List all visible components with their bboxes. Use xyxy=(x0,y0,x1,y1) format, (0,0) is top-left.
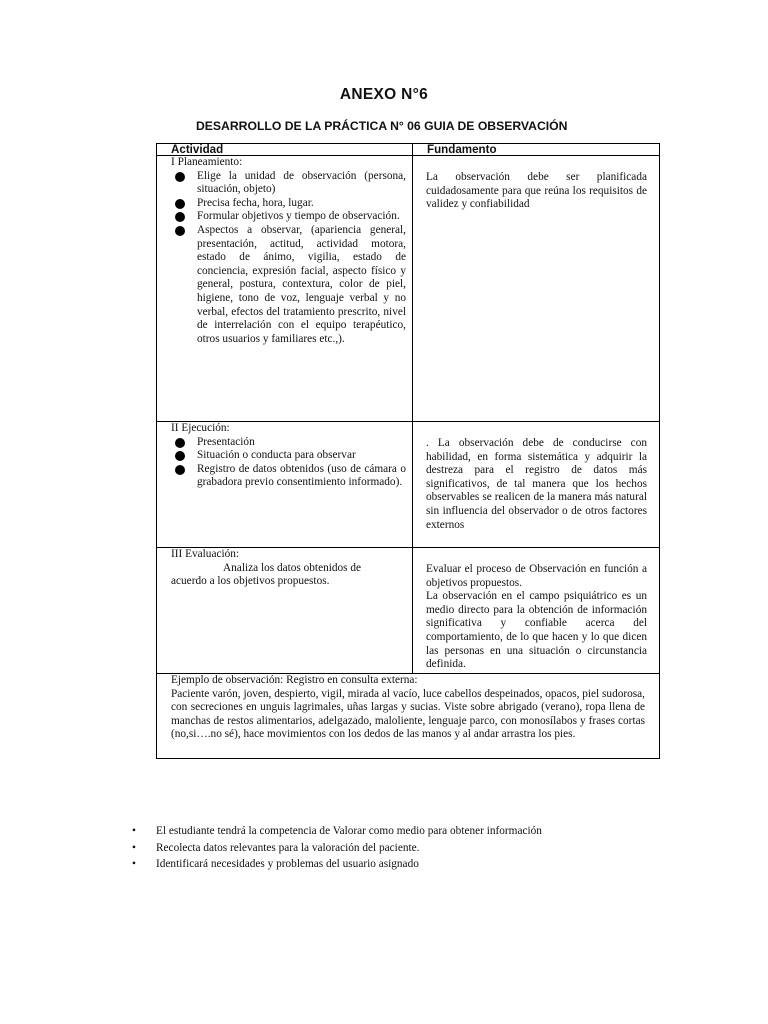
cell-evaluacion-fundamento xyxy=(413,548,660,674)
list-item: Formular objetivos y tiempo de observación. xyxy=(197,210,406,224)
evaluacion-actividad-line-1: Analiza los datos obtenidos de xyxy=(223,561,362,574)
ejemplo-title: Ejemplo de observación: Registro en consulta externa: xyxy=(171,674,418,686)
fundamento-evaluacion-1: Evaluar el proceso de Observación en función a objetivos propuestos. xyxy=(426,563,647,589)
ejemplo-text: Paciente varón, joven, despierto, vigil, mirada al vacío, luce cabellos despeinados, opacos, piel sudorosa, con secreciones en unguis lagrimales, uñas largas y sucias. Viste sobre abrigado (verano), ropa llena de manchas de restos alimentarios, adelgazado, maloliente, lenguaje parco, con monosílabos y frases cortas (no,si….no sé), hace movimientos con los dedos de las manos y al andar arrastra los pies. xyxy=(171,687,646,741)
header-fundamento: Fundamento xyxy=(413,144,660,156)
cell-planeamiento-actividad xyxy=(157,156,413,422)
table-row-planeamiento xyxy=(157,156,660,422)
list-item: Registro de datos obtenidos (uso de cámara o grabadora previo consentimiento informado). xyxy=(197,462,406,489)
cell-evaluacion-actividad xyxy=(157,548,413,674)
competencias-list xyxy=(132,823,542,873)
table-row-ejecucion xyxy=(157,422,660,548)
cell-ejemplo xyxy=(157,674,660,759)
cell-ejecucion-actividad xyxy=(157,422,413,548)
section-title-ejecucion: II Ejecución: xyxy=(171,422,230,434)
section-title-planeamiento: I Planeamiento: xyxy=(171,156,243,168)
list-item: • Identificará necesidades y problemas del usuario asignado xyxy=(132,856,542,873)
list-item: Precisa fecha, hora, lugar. xyxy=(197,197,406,211)
document-subtitle: DESARROLLO DE LA PRÁCTICA N° 06 GUIA DE OBSERVACIÓN xyxy=(196,119,568,133)
document-title: ANEXO N°6 xyxy=(339,86,429,103)
table-header-row xyxy=(157,144,660,156)
observation-table xyxy=(156,143,660,759)
list-item: Aspectos a observar, (apariencia general, presentación, actitud, actividad motora, estado de ánimo, vigilia, estado de conciencia, expresión facial, aspecto físico y general, postura, contextura, color de piel, higiene, tono de voz, lenguaje verbal y no verbal, efectos del tratamiento prescrito, nivel de interrelación con el equipo terapéutico, otros usuarios y familiares etc.,). xyxy=(197,223,406,345)
list-item: Presentación xyxy=(197,436,406,450)
table-row-ejemplo xyxy=(157,674,660,759)
section-title-evaluacion: III Evaluación: xyxy=(171,548,240,560)
list-item: Elige la unidad de observación (persona, situación, objeto) xyxy=(197,169,406,196)
cell-planeamiento-fundamento xyxy=(413,156,660,422)
planeamiento-list xyxy=(157,170,412,347)
evaluacion-actividad-text xyxy=(157,562,412,589)
evaluacion-actividad-line-2: acuerdo a los objetivos propuestos. xyxy=(171,575,330,588)
fundamento-planeamiento: La observación debe ser planificada cuidadosamente para que reúna los requisitos de validez y confiabilidad xyxy=(426,171,647,211)
cell-ejecucion-fundamento xyxy=(413,422,660,548)
ejecucion-list xyxy=(157,436,412,490)
list-item: • Recolecta datos relevantes para la valoración del paciente. xyxy=(132,840,542,857)
list-item: • El estudiante tendrá la competencia de Valorar como medio para obtener información xyxy=(132,823,542,840)
list-item: Situación o conducta para observar xyxy=(197,449,406,463)
header-actividad: Actividad xyxy=(157,144,413,156)
fundamento-ejecucion: . La observación debe de conducirse con habilidad, en forma sistemática y adquirir la destreza para el registro de datos más significativos, de tal manera que los hechos observables se realicen de la manera más natural sin influencia del observador o de otros factores externos xyxy=(426,437,647,531)
fundamento-evaluacion-2: La observación en el campo psiquiátrico es un medio directo para la obtención de información significativa y confiable acerca del comportamiento, de lo que hacen y lo que dicen las personas en una situación o circunstancia definida. xyxy=(426,590,647,671)
table-row-evaluacion xyxy=(157,548,660,674)
